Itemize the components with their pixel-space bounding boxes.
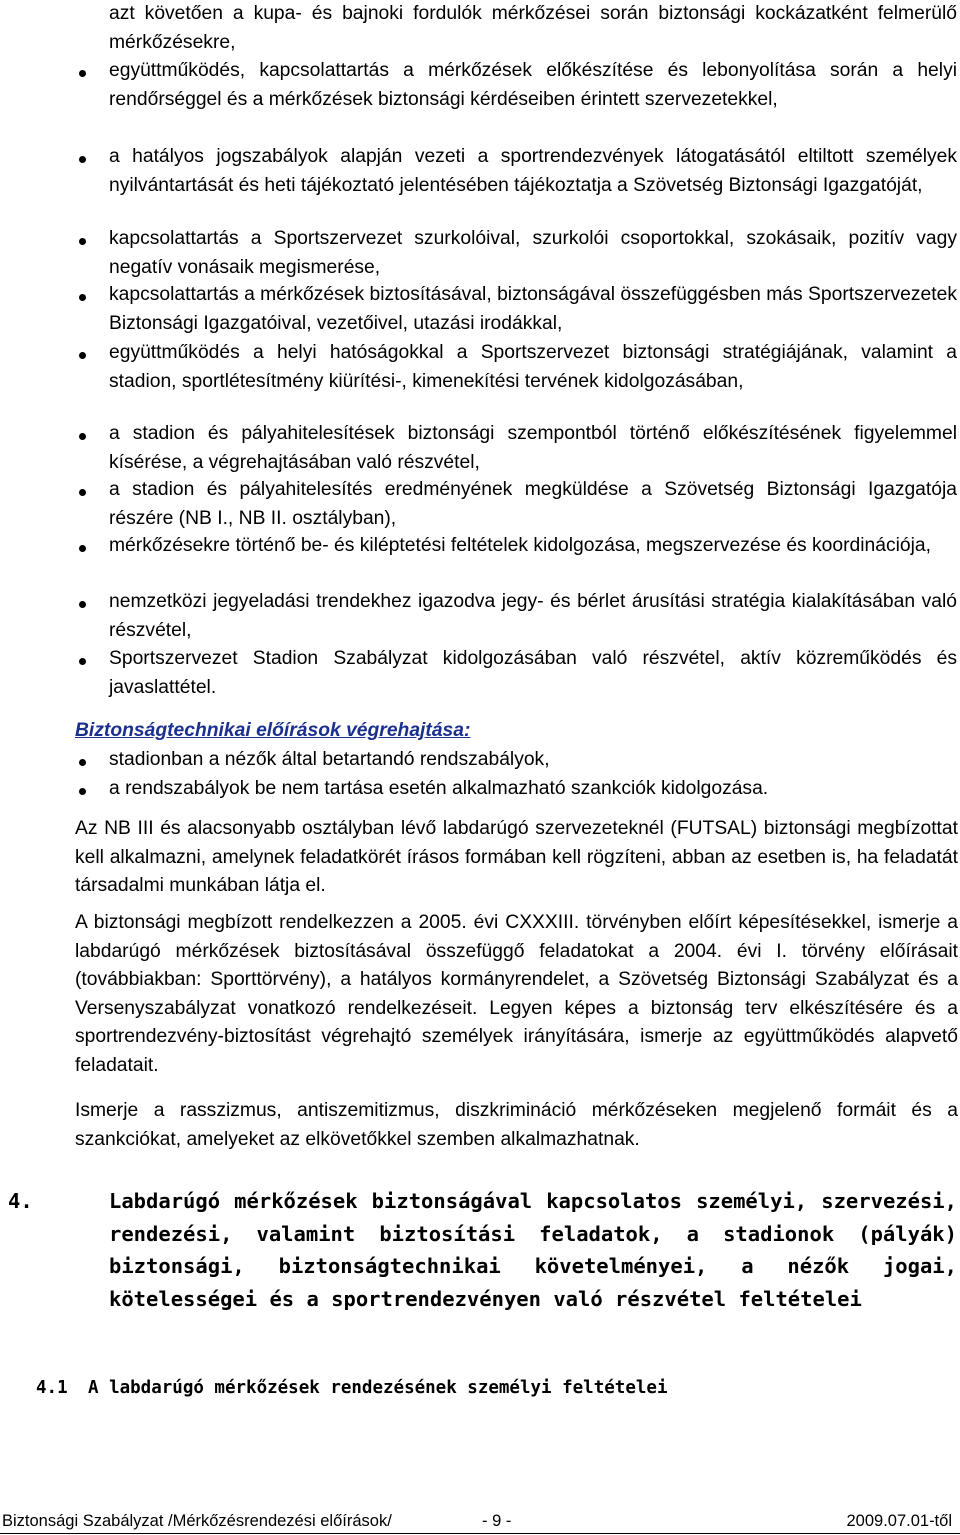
bullet-text: együttműködés a helyi hatóságokkal a Sportszervezet biztonsági stratégiájának, valamint a stadion, sportlétesítmény kiürítési-, kimenekítési tervének kidolgozásában, bbox=[109, 342, 957, 392]
bullet-dot-icon bbox=[79, 759, 86, 766]
chapter-number: 4. bbox=[8, 1189, 33, 1213]
paragraph: Ismerje a rasszizmus, antiszemitizmus, diszkrimináció mérkőzéseken megjelenő formáit és a szankciókat, amelyeket az elkövetőkkel szemben alkalmazhatnak. bbox=[75, 1100, 958, 1150]
bullet-dot-icon bbox=[79, 70, 86, 77]
bullet-text: a stadion és pályahitelesítés eredményének megküldése a Szövetség Biztonsági Igazgatója részére (NB I., NB II. osztályban), bbox=[109, 479, 957, 529]
subchapter-heading bbox=[36, 1375, 667, 1401]
footer-page-number: - 9 - bbox=[482, 1512, 512, 1530]
page-footer bbox=[0, 1508, 960, 1532]
subchapter-number: 4.1 bbox=[36, 1378, 68, 1398]
bullet-dot-icon bbox=[79, 788, 86, 795]
bullet-dot-icon bbox=[79, 489, 86, 496]
bullet-dot-icon bbox=[79, 294, 86, 301]
footer-date: 2009.07.01-től bbox=[846, 1512, 952, 1530]
footer-divider bbox=[0, 1533, 960, 1534]
footer-doc-title: Biztonsági Szabályzat /Mérkőzésrendezési előírások/ bbox=[2, 1512, 392, 1530]
bullet-text: stadionban a nézők által betartandó rendszabályok, bbox=[109, 749, 550, 770]
bullet-text: nemzetközi jegyeladási trendekhez igazodva jegy- és bérlet árusítási stratégia kialakításában való részvétel, bbox=[109, 591, 957, 641]
bullet-text: együttműködés, kapcsolattartás a mérkőzések előkészítése és lebonyolítása során a helyi rendőrséggel és a mérkőzések biztonsági kérdéseiben érintett szervezetekkel, bbox=[109, 60, 957, 110]
bullet-text: kapcsolattartás a Sportszervezet szurkolóival, szurkolói csoportokkal, szokásaik, pozitív vagy negatív vonásaik megismerése, bbox=[109, 228, 957, 278]
bullet-dot-icon bbox=[79, 156, 86, 163]
section-heading: Biztonságtechnikai előírások végrehajtása: bbox=[75, 720, 471, 741]
paragraph: Az NB III és alacsonyabb osztályban lévő labdarúgó szervezeteknél (FUTSAL) biztonsági megbízottat kell alkalmazni, amelynek feladatkörét írásos formában kell rögzíteni, abban az esetben is, ha feladatát társadalmi munkában látja el. bbox=[75, 818, 958, 896]
bullet-text: a hatályos jogszabályok alapján vezeti a sportrendezvények látogatásától eltiltott személyek nyilvántartását és heti tájékoztató jelentésében tájékoztatja a Szövetség Biztonsági Igazgatóját, bbox=[109, 146, 957, 196]
bullet-text: a rendszabályok be nem tartása esetén alkalmazható szankciók kidolgozása. bbox=[109, 778, 769, 799]
bullet-dot-icon bbox=[79, 238, 86, 245]
bullet-dot-icon bbox=[79, 352, 86, 359]
bullet-dot-icon bbox=[79, 601, 86, 608]
bullet-text: kapcsolattartás a mérkőzések biztosításával, biztonságával összefüggésben más Sportszervezetek Biztonsági Igazgatóival, vezetőivel, utazási irodákkal, bbox=[109, 284, 957, 334]
bullet-text: mérkőzésekre történő be- és kiléptetési feltételek kidolgozása, megszervezése és koordinációja, bbox=[109, 535, 932, 556]
bullet-dot-icon bbox=[79, 658, 86, 665]
bullet-text: azt követően a kupa- és bajnoki fordulók mérkőzései során biztonsági kockázatként felmerülő mérkőzésekre, bbox=[109, 3, 957, 53]
subchapter-title: A labdarúgó mérkőzések rendezésének személyi feltételei bbox=[88, 1378, 668, 1398]
chapter-title: Labdarúgó mérkőzések biztonságával kapcsolatos személyi, szervezési, rendezési, valamint biztosítási feladatok, a stadionok (pályák) biztonsági, biztonságtechnikai követelményei, a nézők jogai, kötelességei és a sportrendezvényen való részvétel feltételei bbox=[109, 1189, 957, 1311]
bullet-dot-icon bbox=[79, 545, 86, 552]
bullet-text: a stadion és pályahitelesítések biztonsági szempontból történő előkészítésének figyelemmel kísérése, a végrehajtásában való részvétel, bbox=[109, 423, 957, 473]
paragraph: A biztonsági megbízott rendelkezzen a 2005. évi CXXXIII. törvényben előírt képesítésekkel, ismerje a labdarúgó mérkőzések biztosításával összefüggő feladatokat a 2004. évi I. törvény előírásait (továbbiakban: Sporttörvény), a hatályos kormányrendelet, a Szövetség Biztonsági Szabályzat és a Versenyszabályzat vonatkozó rendelkezéseit. Legyen képes a biztonság terv elkészítésére és a sportrendezvény-biztosítást végrehajtó személyek irányítására, ismerje az együttműködés alapvető feladatait. bbox=[75, 912, 958, 1076]
bullet-text: Sportszervezet Stadion Szabályzat kidolgozásában való részvétel, aktív közreműködés és javaslattétel. bbox=[109, 648, 957, 698]
bullet-dot-icon bbox=[79, 433, 86, 440]
